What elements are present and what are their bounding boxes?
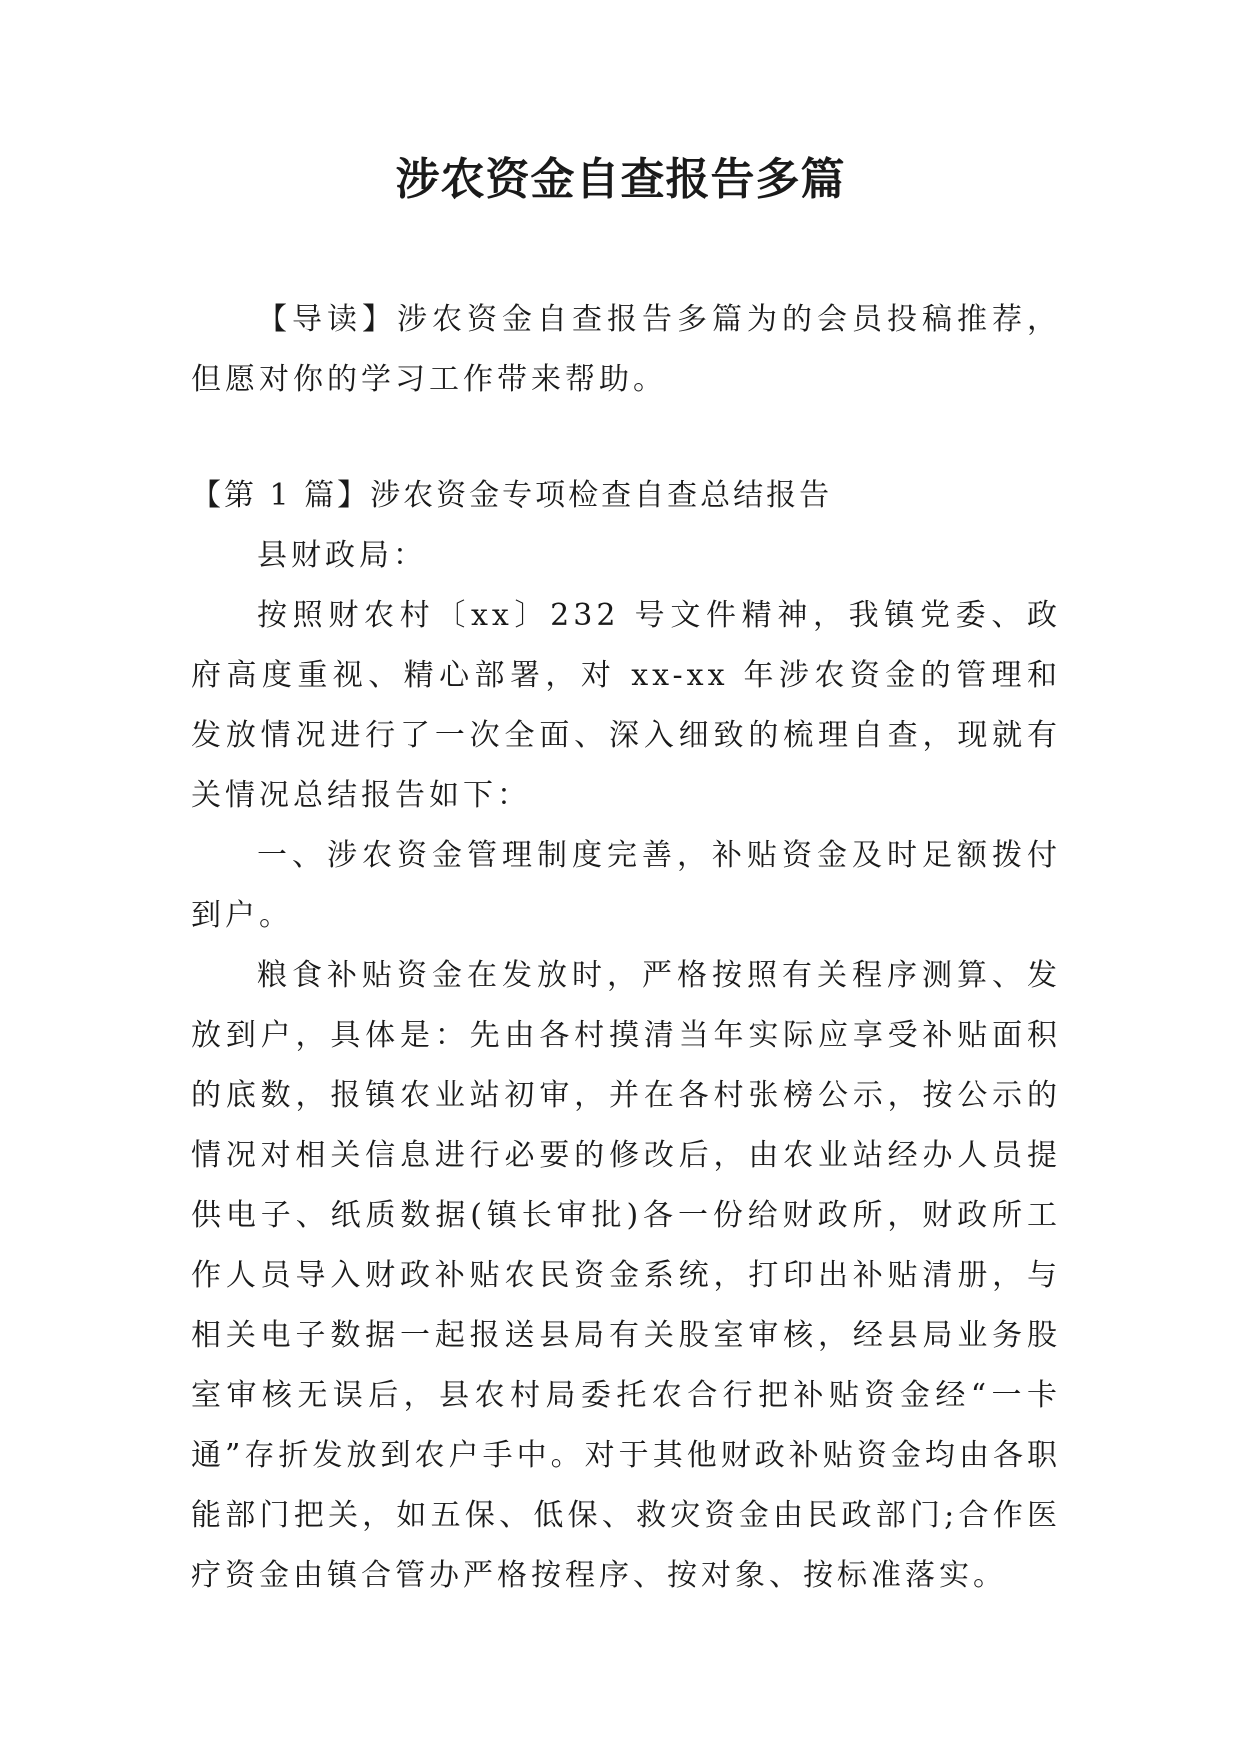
- intro-paragraph: 【导读】涉农资金自查报告多篇为的会员投稿推荐，但愿对你的学习工作带来帮助。: [191, 302, 1061, 397]
- body-paragraph: 粮食补贴资金在发放时，严格按照有关程序测算、发放到户，具体是：先由各村摸清当年实际应享受补贴面积的底数，报镇农业站初审，并在各村张榜公示，按公示的情况对相关信息进行必要的修改后，由农业站经办人员提供电子、纸质数据(镇长审批)各一份给财政所，财政所工作人员导入财政补贴农民资金系统，打印出补贴清册，与相关电子数据一起报送县局有关股室审核，经县局业务股室审核无误后，县农村局委托农合行把补贴资金经“一卡通”存折发放到农户手中。对于其他财政补贴资金均由各职能部门把关，如五保、低保、救灾资金由民政部门;合作医疗资金由镇合管办严格按程序、按对象、按标准落实。: [191, 958, 1061, 1593]
- salutation-paragraph: 县财政局：: [257, 538, 427, 573]
- section-heading: 【第 1 篇】涉农资金专项检查自查总结报告: [191, 478, 833, 513]
- document-body: [191, 290, 1061, 1606]
- body-paragraph: 一、涉农资金管理制度完善，补贴资金及时足额拨付到户。: [191, 838, 1061, 933]
- spacer: [191, 410, 1061, 466]
- body-paragraph: 按照财农村〔xx〕232 号文件精神，我镇党委、政府高度重视、精心部署，对 xx-xx 年涉农资金的管理和发放情况进行了一次全面、深入细致的梳理自查，现就有关情况总结报告如下：: [191, 598, 1061, 813]
- document-title: 涉农资金自查报告多篇: [395, 154, 846, 205]
